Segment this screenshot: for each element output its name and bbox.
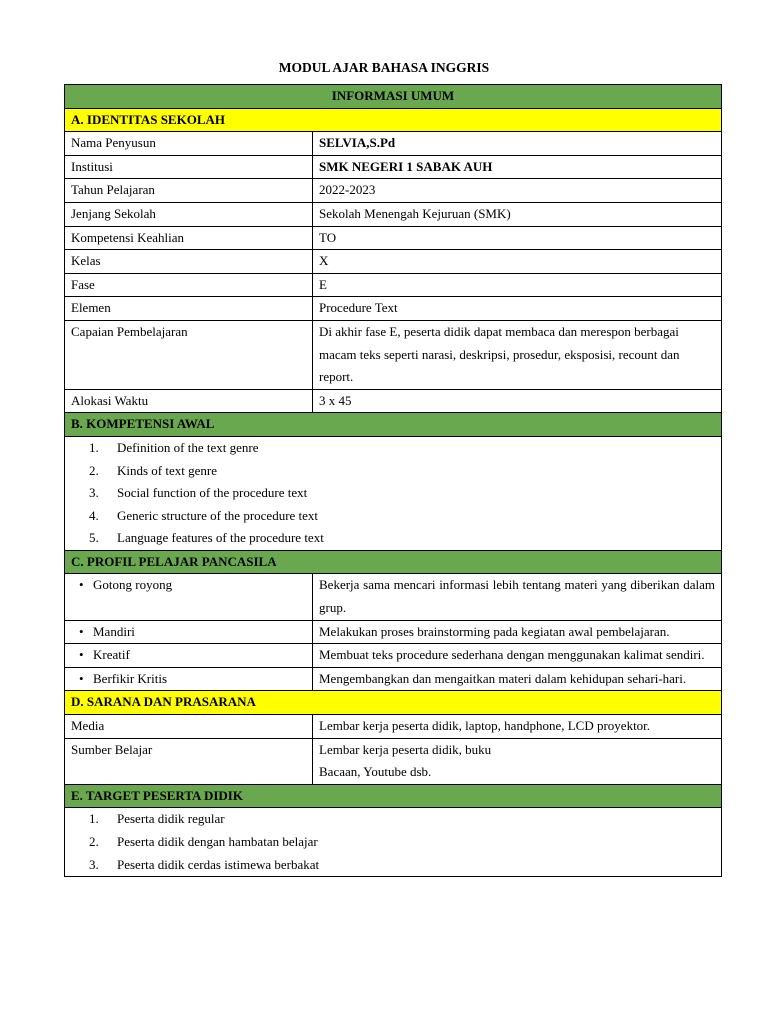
list-item: 3. Peserta didik cerdas istimewa berbakat (89, 856, 320, 872)
row-value: Mengembangkan dan mengaitkan materi dalam kehidupan sehari-hari. (313, 667, 722, 691)
row-label: Capaian Pembelajaran (65, 320, 313, 389)
table-row (65, 250, 722, 274)
section-b-title: B. KOMPETENSI AWAL (65, 413, 722, 437)
row-label: • Kreatif (65, 644, 313, 668)
kompetensi-awal-list-cell (65, 436, 722, 550)
row-value: SMK NEGERI 1 SABAK AUH (313, 155, 722, 179)
bullet-icon: • (79, 577, 84, 593)
table-row (65, 179, 722, 203)
table-row (65, 202, 722, 226)
table-row (65, 155, 722, 179)
list-item: 1. Definition of the text genre (89, 439, 259, 455)
list-item: 5. Language features of the procedure text (89, 530, 324, 546)
list-item: 3. Social function of the procedure text (89, 485, 308, 501)
table-row (65, 574, 722, 620)
row-value: Lembar kerja peserta didik, buku Bacaan, Youtube dsb. (313, 738, 722, 784)
table-row (65, 667, 722, 691)
row-label: Nama Penyusun (65, 132, 313, 156)
row-value: SELVIA,S.Pd (313, 132, 722, 156)
row-label: Jenjang Sekolah (65, 202, 313, 226)
table-row (65, 297, 722, 321)
row-label: • Berfikir Kritis (65, 667, 313, 691)
row-label: • Mandiri (65, 620, 313, 644)
row-value: Lembar kerja peserta didik, laptop, handphone, LCD proyektor. (313, 715, 722, 739)
section-d-title: D. SARANA DAN PRASARANA (65, 691, 722, 715)
bullet-icon: • (79, 670, 84, 686)
table-header-row (65, 85, 722, 109)
row-value: Procedure Text (313, 297, 722, 321)
row-value: TO (313, 226, 722, 250)
row-label: Tahun Pelajaran (65, 179, 313, 203)
row-value: E (313, 273, 722, 297)
document-title: MODUL AJAR BAHASA INGGRIS (278, 60, 490, 75)
row-value: 2022-2023 (313, 179, 722, 203)
kompetensi-awal-list (71, 437, 715, 550)
row-value: 3 x 45 (313, 389, 722, 413)
row-label: Sumber Belajar (65, 738, 313, 784)
table-row (65, 644, 722, 668)
target-peserta-list (71, 808, 715, 876)
table-row (65, 389, 722, 413)
table-row (65, 436, 722, 550)
bullet-icon: • (79, 647, 84, 663)
row-label: Fase (65, 273, 313, 297)
table-row (65, 226, 722, 250)
row-label: Kelas (65, 250, 313, 274)
table-row (65, 132, 722, 156)
section-a-title: A. IDENTITAS SEKOLAH (65, 108, 722, 132)
row-label: Alokasi Waktu (65, 389, 313, 413)
row-label: • Gotong royong (65, 574, 313, 620)
section-c-title: C. PROFIL PELAJAR PANCASILA (65, 550, 722, 574)
row-label: Elemen (65, 297, 313, 321)
table-row (65, 320, 722, 389)
target-peserta-list-cell (65, 808, 722, 877)
row-value: X (313, 250, 722, 274)
table-row (65, 620, 722, 644)
row-value: Di akhir fase E, peserta didik dapat membaca dan merespon berbagai macam teks seperti narasi, deskripsi, prosedur, eksposisi, recount dan report. (313, 320, 722, 389)
info-table (64, 84, 722, 877)
row-value: Membuat teks procedure sederhana dengan menggunakan kalimat sendiri. (313, 644, 722, 668)
row-label: Institusi (65, 155, 313, 179)
list-item: 2. Peserta didik dengan hambatan belajar (89, 834, 318, 849)
informasi-umum-header: INFORMASI UMUM (65, 85, 722, 109)
row-label: Media (65, 715, 313, 739)
row-label: Kompetensi Keahlian (65, 226, 313, 250)
row-value: Bekerja sama mencari informasi lebih tentang materi yang diberikan dalam grup. (313, 574, 722, 620)
table-row (65, 715, 722, 739)
row-value: Sekolah Menengah Kejuruan (SMK) (313, 202, 722, 226)
table-row (65, 808, 722, 877)
list-item: 2. Kinds of text genre (89, 462, 218, 478)
list-item: 4. Generic structure of the procedure text (89, 507, 319, 523)
list-item: 1. Peserta didik regular (89, 811, 225, 827)
table-row (65, 273, 722, 297)
table-row (65, 738, 722, 784)
section-e-title: E. TARGET PESERTA DIDIK (65, 784, 722, 808)
row-value: Melakukan proses brainstorming pada kegiatan awal pembelajaran. (313, 620, 722, 644)
bullet-icon: • (79, 623, 84, 639)
